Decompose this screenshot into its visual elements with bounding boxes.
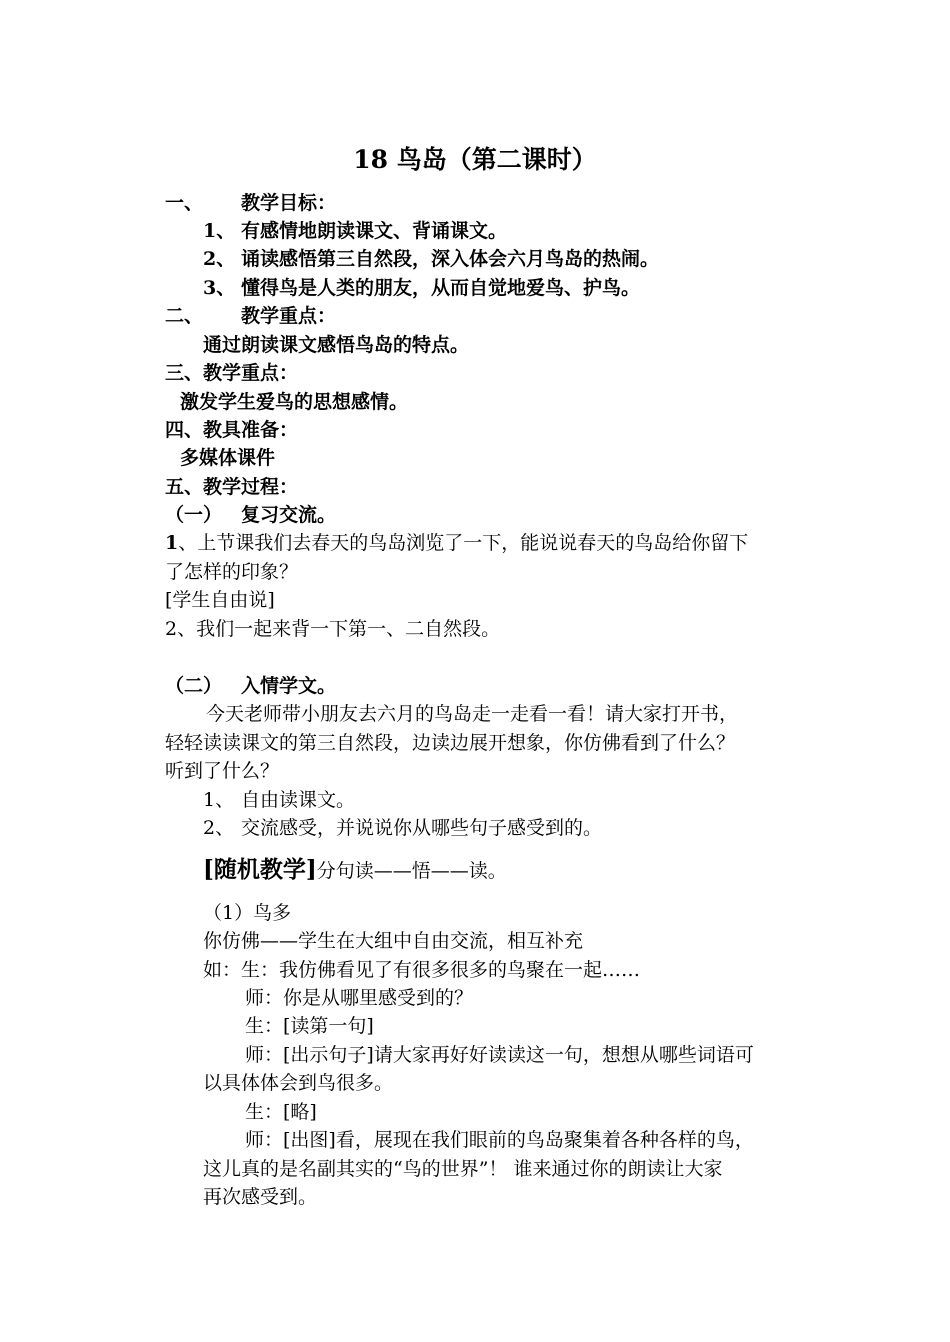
objective-3-text: 懂得鸟是人类的朋友，从而自觉地爱鸟、护鸟。 [241,277,641,299]
section-1-number: 一、 [165,192,204,214]
review-question-2: 2、我们一起来背一下第一、二自然段。 [165,618,501,640]
intro-line-1: 今天老师带小朋友去六月的鸟岛走一走看一看！请大家打开书， [206,703,739,725]
dialog-line-7-cont: 这儿真的是名副其实的“鸟的世界”！ 谁来通过你的朗读让大家 [203,1158,723,1180]
random-teaching [203,853,507,888]
step-2-number: 2、 [203,817,235,839]
review-question-1-text: 、上节课我们去春天的鸟岛浏览了一下，能说说春天的鸟岛给你留下 [178,532,749,554]
dialog-line-6: 生：[略] [245,1101,317,1123]
intro-line-3: 听到了什么？ [165,760,280,782]
page-title: 18 鸟岛（第二课时） [353,145,597,174]
random-teaching-label: [随机教学] [203,856,317,883]
dialog-line-5: 师：[出示句子]请大家再好好读读这一句，想想从哪些词语可 [245,1044,754,1066]
review-question-1 [165,529,748,557]
dialog-line-2: 如：生：我仿佛看见了有很多很多的鸟聚在一起…… [203,959,641,981]
step-1-number: 1、 [203,789,235,811]
section-2-number: 二、 [165,305,204,327]
review-question-1-cont: 了怎样的印象？ [165,561,299,583]
section-1-heading: 教学目标： [241,192,337,214]
objective-3-number: 3、 [203,277,236,299]
step-1-text: 自由读课文。 [241,789,356,811]
objective-2-number: 2、 [203,248,236,270]
objective-1-number: 1、 [203,220,236,242]
dialog-line-5-cont: 以具体体会到鸟很多。 [203,1072,394,1094]
part-1-number: （一） [165,504,223,526]
part-2-heading: 入情学文。 [241,675,337,697]
section-4-heading: 四、教具准备： [165,419,299,441]
objective-2-text: 诵读感悟第三自然段，深入体会六月鸟岛的热闹。 [241,248,660,270]
sub-point-1: （1）鸟多 [203,902,292,924]
section-3-body: 激发学生爱鸟的思想感情。 [180,391,409,413]
dialog-line-7-end: 再次感受到。 [203,1186,318,1208]
dialog-line-4: 生：[读第一句] [245,1015,374,1037]
part-2-number: （二） [165,675,223,697]
random-teaching-text: 分句读——悟——读。 [316,860,507,882]
dialog-line-1: 你仿佛——学生在大组中自由交流，相互补充 [203,930,584,952]
step-2-text: 交流感受，并说说你从哪些句子感受到的。 [241,817,603,839]
section-5-heading: 五、教学过程： [165,476,299,498]
section-2-body: 通过朗读课文感悟鸟岛的特点。 [203,334,470,356]
dialog-line-3: 师：你是从哪里感受到的？ [245,987,474,1009]
section-2-heading: 教学重点： [241,305,337,327]
review-note: [学生自由说] [165,589,275,611]
objective-1-text: 有感情地朗读课文、背诵课文。 [241,220,508,242]
intro-line-2: 轻轻读读课文的第三自然段，边读边展开想象，你仿佛看到了什么？ [165,732,736,754]
review-question-1-number: 1 [165,532,179,554]
part-1-heading: 复习交流。 [241,504,337,526]
section-3-heading: 三、教学重点： [165,362,299,384]
section-4-body: 多媒体课件 [180,447,276,469]
dialog-line-7: 师：[出图]看，展现在我们眼前的鸟岛聚集着各种各样的鸟， [245,1129,754,1151]
